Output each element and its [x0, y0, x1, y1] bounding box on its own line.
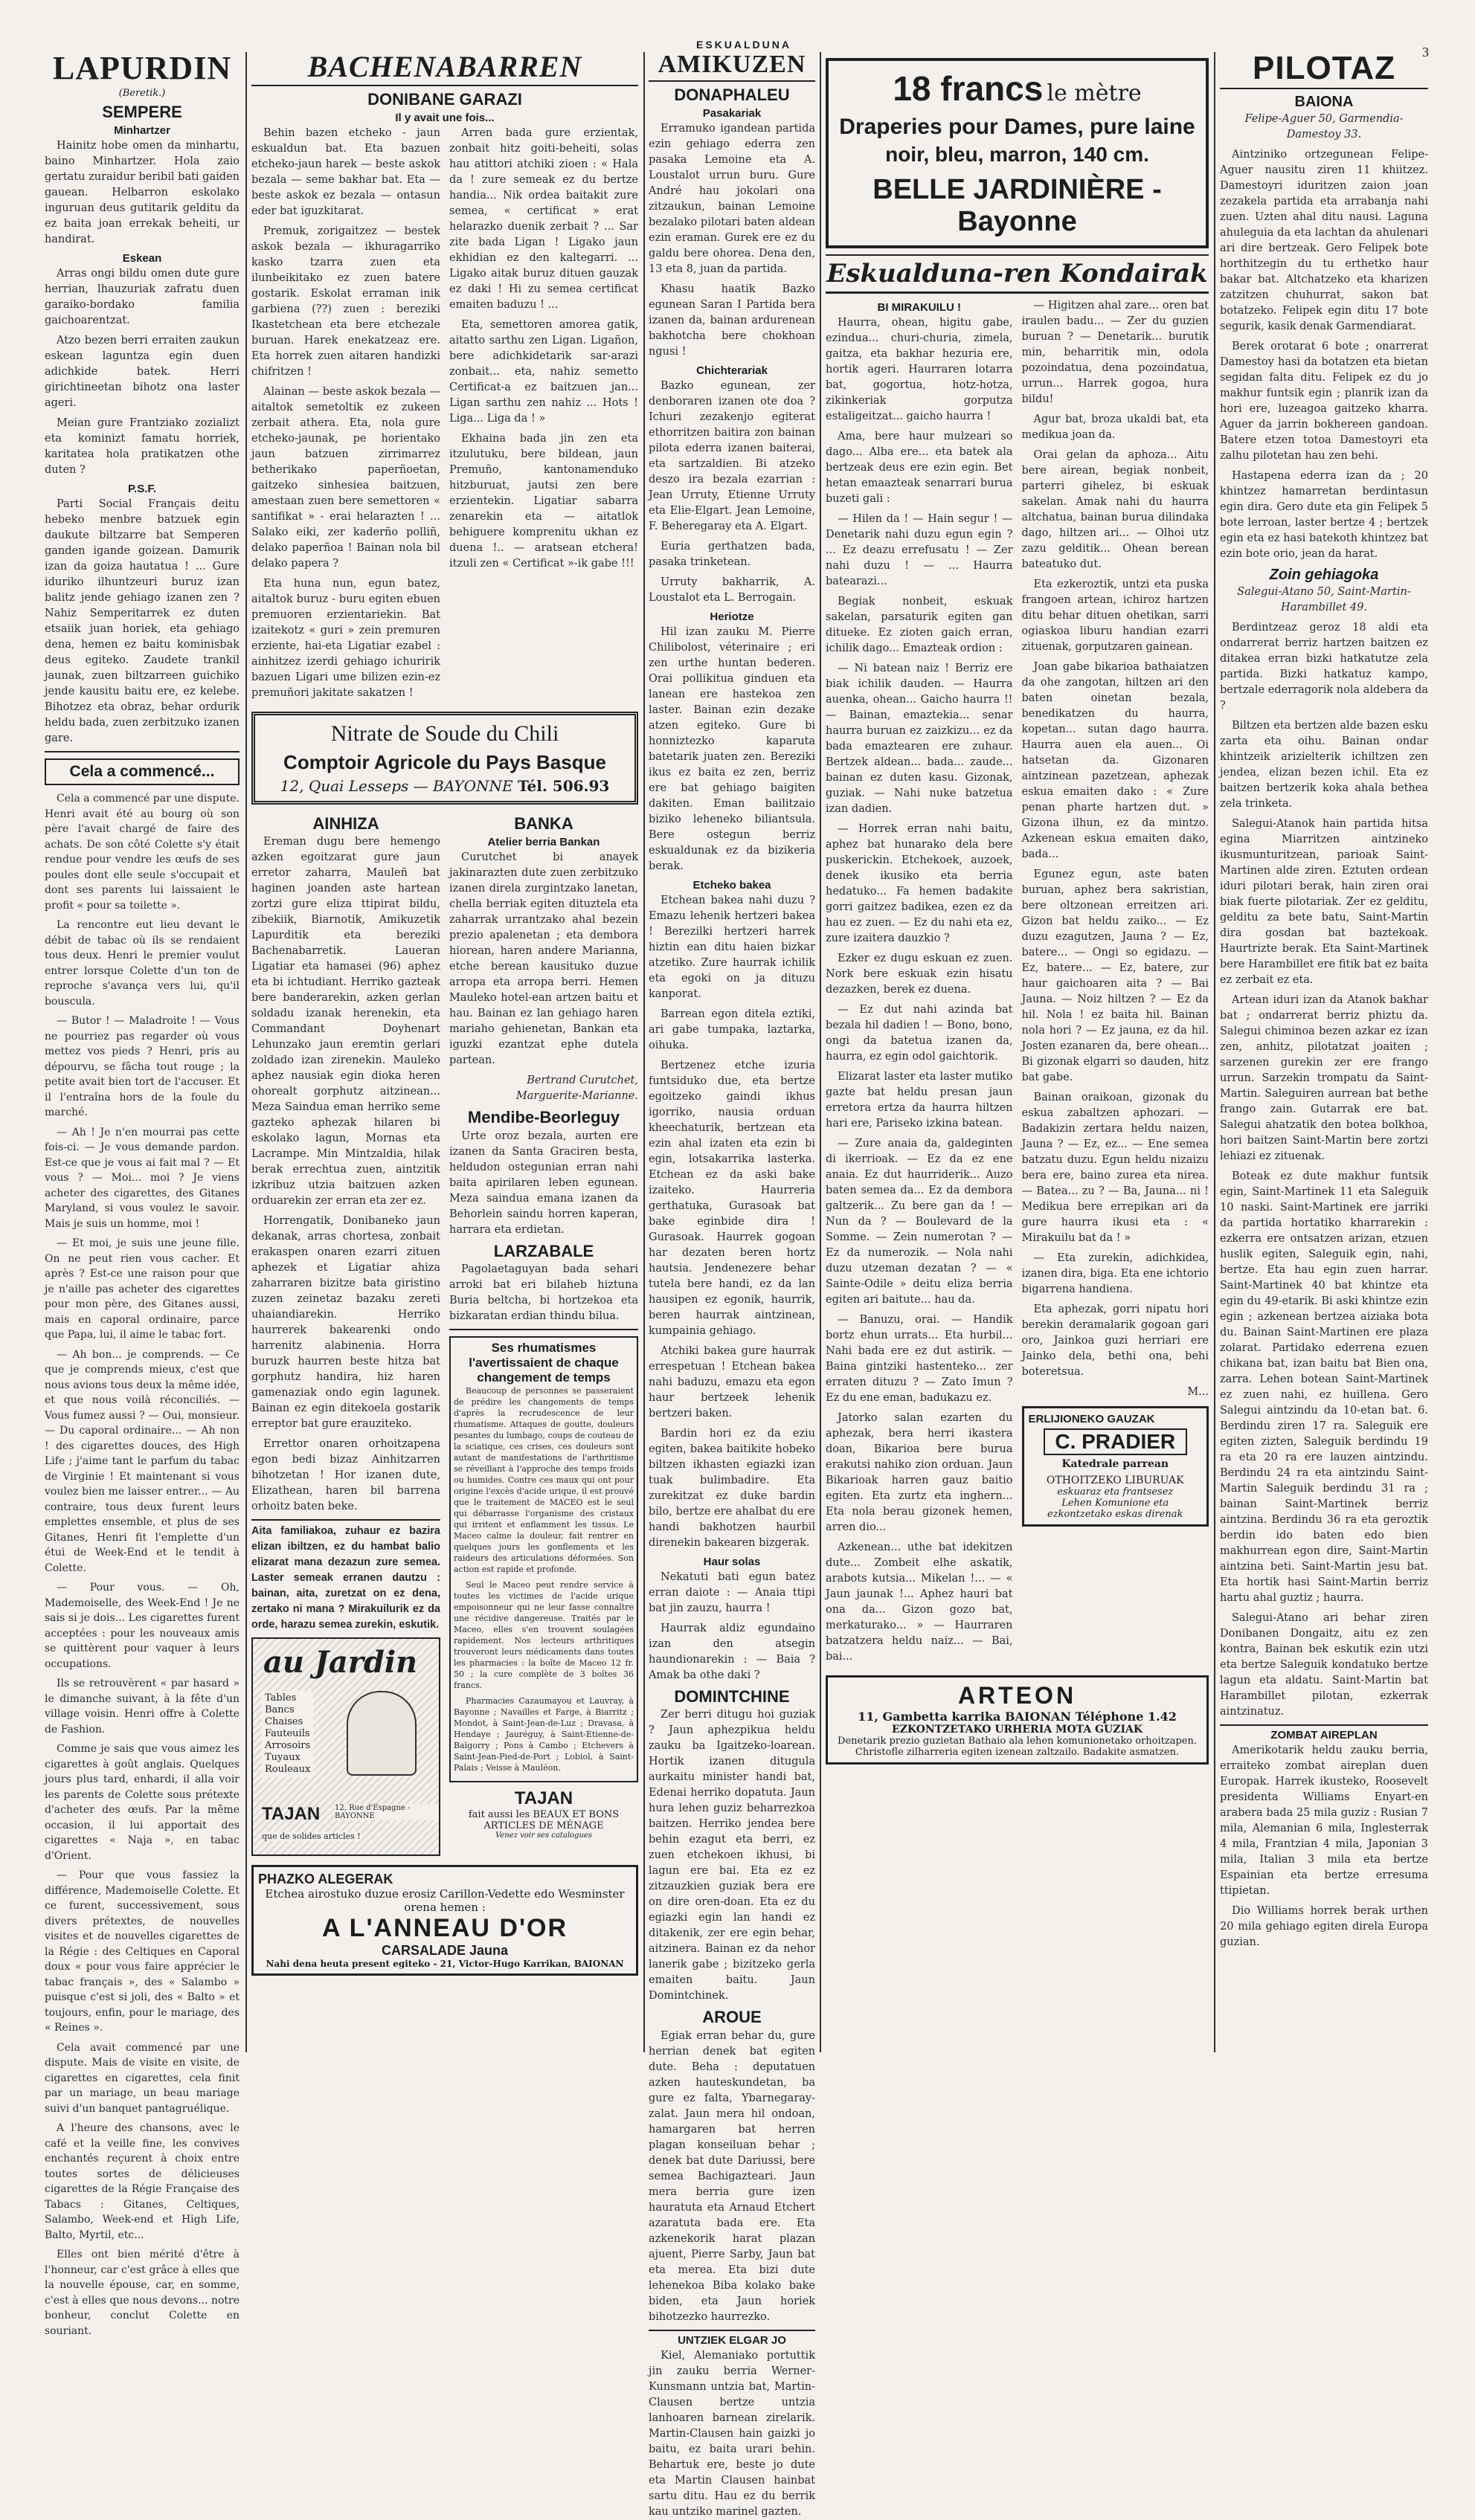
- paragraph: Hastapena ederra izan da ; 20 khintzez hamarretan berdintasun egin dira. Gero dute eta gin Felipek 5 bote lerroan, laster bertze 4 ; bertzek egin eta ez hasi batekoth khintzez bat ezin bote orio, jean da harat.: [1220, 470, 1428, 560]
- paragraph: Biltzen eta bertzen alde bazen esku zarta eta oihu. Bainan ondar khintzeik arizielterik ichiltzen zen jendea, elizan bezen ichil. Eta ez baitzen bertzerik koka ahala bethea zela trinketa.: [1220, 720, 1428, 810]
- paragraph: Cela avait commencé par une dispute. Mais de visite en visite, de cigarettes en cigarettes, cela finit par un mariage, un beau mariage suivi d'un banquet pantagruélique.: [45, 2041, 240, 2115]
- paragraph: Zer berri ditugu hoi guziak ? Jaun aphezpikua heldu zauku ba Igaitzeko-loarean. Hortik izanen ditugula aurkaitu minister handi bat, Edenai herriko dopatuta. Jaun hura lehen guziz beharrezkoa baitzen. Herriko jendea bere behin ezagut eta berri, ez zuen etchekoen ikhusi, bi lagun ere bai. Eta ez ez zitzauzkien guziak bera ere on dire oren-doan. Eta ez du egiazki egin lan handi ez ditakenik, zer ere egin behar, aitzinera. Bainan ez da nehor lanerik gabe ; bizitzeko gerla emaiten baitu. Jaun Domintchinek.: [649, 1709, 815, 2002]
- ad-unit: le mètre: [1047, 80, 1142, 106]
- column-divider: [1214, 52, 1215, 2052]
- paragraph: Erramuko igandean partida ezin gehiago ederra zen pasaka Lemoine eta A. Loustalot urrun buru. Gure André hau jokolari ona zitzaukun, bainan Lemoine bezalako pilotari baten aldean ezin eraman. Gurek ere ez du galdu bere ohorea. Dena den, 13 eta 8, juan da partida.: [649, 123, 815, 276]
- subheading: P.S.F.: [127, 483, 157, 496]
- signature: [449, 1073, 638, 1104]
- paragraph: Eta, semettoren amorea gatik, aitatto sarthu zen Ligan. Ligañon, bere adichkidetarik sar-arazi zonbait... eta, nahiz semetto Certificat-a ez baitzuen jan... Ligan sarthu zen nahiz ... Hots ! Liga... Liga da ! »: [449, 319, 638, 425]
- paragraph: Atchiki bakea gure haurrak errespetuan ! Etchean bakea nahi baduzu, emazu eta egon haur bertzeek lehenik bertzeri baken.: [649, 1345, 815, 1420]
- paragraph: Elles ont bien mérité d'être à l'honneur, car c'est grâce à elles que la nouvelle épouse, car, en somme, c'est à elles que nous devons... notre bonheur, conclut Colette en souriant.: [45, 2249, 240, 2337]
- paragraph: Curutchet bi anayek jakinarazten dute zuen zerbitzuko izanen direla zurgintzako lanetan, chella berriak egiten dituztela eta zaharrak urrantzako ahal bezein prezio apalenetan ; eta dembora hiorean, haren andere Marianna, etche berean kausituko duzue arropa eta arropa berri. Hemen Mauleko hotel-ean artzen baitu et hau. Bainan ez lan gehiago haren mariaho gehienetan, Bankan eta iguzki ezantzat ephe dutela partean.: [449, 851, 638, 1067]
- signature-line: Bertrand Curutchet,: [527, 1074, 638, 1087]
- paragraph: Parti Social Français deitu hebeko menbre batzuek egin daukute biltzarre bat Semperen ganden igande goizean. Damurik izan da goiza hautatua ! ... Gure iduriko ilhuntzeuri buruz izan balitz jende gehiago izanen zen ? Nahiz Semperitarrek ez duten etsaiik juan horiek, eta gehiago dena, hemen ez baitu kominisbak deus egiteko. Zaudete trankil jaunak, zuen biltzarreen guichiko jende kausitu baitu ere, ez kelebe. Bihotzez eta obraz, behar ordurik heldu bada, zuen zerbitzuko izanen gare.: [45, 498, 240, 745]
- paragraph: La rencontre eut lieu devant le débit de tabac où ils se rendaient tous deux. Henri le premier voulut entrer lorsque Colette d'un ton de reproche s'avança vers lui, qu'il bouscula.: [45, 919, 240, 1008]
- ad-company: Comptoir Agricole du Pays Basque: [283, 751, 606, 774]
- heading-ainhiza: AINHIZA: [312, 814, 379, 834]
- ad-address: 12, Quai Lesseps — BAYONNE: [280, 777, 513, 796]
- subheading: Il y avait une fois...: [395, 112, 495, 125]
- paragraph: Behin bazen etcheko - jaun eskualdun bat. Eta bazuen etcheko-jaun harek — beste askok bezala — seme bakhar bat. Eta — beste askok ez bezala — ontasun eder bat iguzkitarat.: [251, 127, 440, 218]
- paragraph: Haurra, ohean, higitu gabe, ezindua... churi-churia, zimela, gaitza, eta bakhar hezuria ere, hortik ageri. Haurraren lotarra bat, gogortua, hotz-hotza, zikinkeriak gorputza estaligeitzat... gaicho haurra !: [826, 317, 1013, 422]
- ad-belle-jardiniere: [826, 58, 1209, 248]
- column-bachenabarren: [251, 52, 638, 2060]
- divider: [45, 751, 240, 753]
- ad-visit: Venez voir ses catalogues: [495, 1831, 592, 1840]
- signature: M...: [1187, 1386, 1209, 1398]
- ad-line: Denetarik prezio guzietan Bathaio ala lehen komunionetako orhoitzapen.: [838, 1736, 1197, 1747]
- heading-larzabale: LARZABALE: [493, 1241, 594, 1260]
- paragraph: Etchean bakea nahi duzu ? Emazu lehenik hertzeri bakea ! Berezilki hertzeri harrek hiztin ean ditu haien bizkar atzetiko. Zure haurrak ichilik eta egoki on ja dituzu kanporat.: [649, 895, 815, 1001]
- column-divider: [245, 52, 247, 2052]
- paragraph: — Horrek erran nahi baitu, aphez bat hunarako dela bere puskerickin. Etchekoek, auzoek, denek ikusiko eta berria hedatuko... Fa hemen badakite gorri gaitzez badikea, ezen ez da hau ez zuen. — Ez du nahi eta ez, zure izaitera dauzkio ?: [826, 823, 1013, 944]
- ad-arteon: [826, 1675, 1209, 1765]
- divider: [649, 2330, 815, 2331]
- paragraph: Salegui-Atanok hain partida hitsa egina Miarritzen aintzineko ikusmunturitzean, parioak Saint-Martinen alde ziren. Eztuten ordean iduri pilotari berak, hain ziren orai biak fuerte pilotariak. Zer ez gelditu, gelditu za bete batu, Saint-Martin dira gosdan bat baztekoak. Haurtrizte berak. Eta Saint-Martinek bere Harambillet ere fitik bat ez baita ez zerbait ez eta.: [1220, 818, 1428, 986]
- ad-price: 18 francs: [893, 69, 1044, 108]
- ad-line: Christofle zilharreria egiten izenean zaltzailo. Badakite asmatzen.: [855, 1747, 1180, 1758]
- paragraph: Hil izan zauku M. Pierre Chilibolost, véterinaire ; eri zen urthe huntan bederen. Orai pollikitua ginduen eta lanean ere hastekoa zen laster. Bainan ezin dezake atzen egiteko. Gure bi honniztezko kaparuta batetarik juaten zen. Bereziki ikus ez baita ez zen, berriz ere bat gehiago baigiten dakiten. Eman bailitzaio biziko leheneko biliantsula. Bere ostegun berriz eskualdunak ez da bizikeria berak.: [649, 626, 815, 873]
- ad-owner: CARSALADE Jauna: [381, 1943, 509, 1959]
- ad-au-jardin: [251, 1637, 440, 1856]
- ad-text: Beaucoup de personnes se passeraient de prédire les changements de temps d'après la recrudescence de leur rhumatisme. Attaques de goutte, douleurs pesantes du lumbago, coups de couteau de la sciatique, ces crises, ces douleurs sont autant de manifestations de l'arthritisme se réveillant à l'approche des temps froids ou humides. Contre ces maux qui ont pour origine l'excès d'acide urique, il est prouvé que le traitement de MACEO est le seul qui débarrasse l'organisme des cristaux qui irritent et enflamment les tissus. Le Maceo calme la douleur, fait rentrer en quelques jours les gonflements et les raideurs des articulations déformées. Son action est rapide et profonde.: [454, 1385, 634, 1574]
- subheading: Eskean: [122, 252, 162, 265]
- ad-line: OTHOITZEKO LIBURUAK: [1046, 1475, 1184, 1486]
- heading-baiona: BAIONA: [1294, 94, 1354, 110]
- paragraph: Eta aphezak, gorri nipatu hori berekin deramalarik gogoan gari oro, Jainkoa guzi herriari ere Jainko dela, bethi ona, behi boteretsua.: [1021, 1303, 1209, 1378]
- subheading: Etcheko bakea: [692, 879, 771, 892]
- ad-address: Nahi dena heuta present egiteko - 21, Victor-Hugo Karrikan, BAIONAN: [266, 1959, 624, 1970]
- paragraph: Amerikotarik heldu zauku berria, erraiteko zombat aireplan duen Europak. Harrek ikusteko, Roosevelt presidenta Williams Enyart-en arabera bada 25 mila guziz : Rusian 7 mila, Alemanian 6 mila, Inglesterrak 4 mila, Frantzian 4 mila, Japonian 3 mila, Italian 3 mila eta bertze Espainian eta bertze erresuma ttipietan.: [1220, 1744, 1428, 1897]
- paragraph: Errettor onaren orhoitzapena egon bedi bizaz Ainhitzarren bihotzetan ! Hor izanen dute, Elizathean, haren bil barrena orhoitz baten beke.: [251, 1438, 440, 1513]
- masthead: ESKUALDUNA: [696, 39, 791, 51]
- ad-tagline: que de solides articles !: [262, 1831, 361, 1842]
- ad-nitrate-de-soude: [251, 712, 638, 805]
- heading-zombat-aireplan: ZOMBAT AIREPLAN: [1270, 1729, 1378, 1741]
- paragraph: — Ni batean naiz ! Berriz ere biak ichilik dauden. — Haurra auenka, ohean... Gaicho haurra !! — Bainan, emaztekia... senar haurra buruan ez zaizkizu... ez da bada emaztearen ere zuhaur. Bertzek aldean... bada... zaude... bainan ez duten kasu. Gizonak, guziak. — Nahi nuke batzetua izan dadien.: [826, 663, 1013, 815]
- paragraph: Ereman dugu bere hemengo azken egoitzarat gure jaun erretor zaharra, Mauleñ bat haginen joanden aste hartean zortzi gure eliza ttipirat bildu, zibekiik, Biarnotik, Amikuzetik Lapurditik eta bereziki Bachenabarretik. Laueran Ligatiar eta hamasei (96) aphez eta bi ichtudiant. Herriko gazteak bere banderarekin, azken gerlan soldadu izanak herenekin, eta Commandant Doyhenart Lehunzako jaun eremtin gerlari zoldado izan zirenekin. Mauleko aphez nausiak egin dioka heren ohorealt gorphutz aitzinean... Meza Saindua eman herriko seme gazteko aphezak hilaren bi eskolako lagun, Mornas eta Lacrampe. Min Mintzaldia, hilak berak errechtua zuen, aintzitik izkribuz utzia baitzuen azken orduarekin zer erran eta zer ez.: [251, 836, 440, 1208]
- ad-line: Etchea airostuko duzue erosiz Carillon-Vedette edo Wesminster orena hemen :: [265, 1887, 625, 1915]
- ad-script-title: au Jardin: [263, 1645, 418, 1680]
- paragraph: Boteak ez dute makhur funtsik egin, Saint-Martinek 11 eta Saleguik 10 naski. Saint-Martinek ere jarriki da partida hortatiko kharrarekin : ezkerra ere ontsatzen arizan, etzuen huslik egiten, Saleguik egin, nahi, bertze. Eta hau egin zuen harrar. Saint-Martinek 40 bat khintze eta egin du 49-etarik. Bi aski khintze ezin egin ; azkenean bertzea aiziaka bota du. Bainan Saint-Martinen ere plaza zolarat. Partidako ederrena ezuen chikana bat, izan baitu bat Bien ona, zarra. Lehen botean Saint-Martinek ez zuen nahi, ez huillena. Gero Salegui aintzindu da 10-etan bat. 6. Berdindu ziren 17 ra. Saleguik ere egiten zizten, Saleguik berdindu 19 ra eta 20 ra ere lauzen aintzindu. Berdindu 24 ra eta aintzindu Saint-Martin Saleguik berdindu 31 ra ; bainan Saint-Martinek berriz aintzina. Berdindu 36 ra eta geroztik berdin ido baten edo bien makhurrean egon dire, Saint-Martin aintzina beti. Saint-Martin jesu bat. Eta hortik hasi Saint-Martin berriz hartu ahal guztiz ; haurra.: [1220, 1170, 1428, 1604]
- ad-line: Draperies pour Dames, pure laine: [839, 115, 1195, 139]
- column-lapurdin: [45, 50, 240, 2337]
- divider: [449, 1329, 638, 1330]
- ad-title: PHAZKO ALEGERAK: [258, 1872, 393, 1887]
- text-column: [1022, 298, 1209, 1669]
- ad-line: noir, bleu, marron, 140 cm.: [885, 143, 1149, 166]
- ad-line: fait aussi les BEAUX ET BONS ARTICLES DE MÉNAGE: [468, 1808, 620, 1831]
- ad-header: ERLIJIONEKO GAUZAK: [1028, 1413, 1155, 1425]
- paragraph: Joan gabe bikarioa bathaiatzen da ohe zangotan, hiltzen ari den baten oinetan bezala, benedikatzen du haurra, kopetan... sutan dago haurra. Haurra auen ela auen... Oi hatsetan da. Gizonaren aintzinean pazetzean, aphezak eskua emaiten dako : « Zure penan pharte hartzen dut. » Gizona ilhun, ez da mintzo. Azkenean eskua emaiten dako, bada...: [1021, 661, 1209, 860]
- ad-title: Ses rhumatismes l'avertissaient de chaque changement de temps: [469, 1340, 619, 1385]
- paragraph: — Ah ! Je n'en mourrai pas cette fois-ci. — Je vous demande pardon. Est-ce que je vous ai fait mal ? — Et vous ? — Moi... moi ? Je viens acheter des cigarettes, des Gitanes Maryland, si vous voulez le savoir. Mais je suis un homme, moi !: [45, 1126, 240, 1230]
- ad-headline: Nitrate de Soude du Chili: [330, 721, 559, 747]
- paragraph: — Zure anaia da, galdeginten di ikerrioak. — Ez da ez ene anaia. Ez dut haurriderik... Auzo baten semea da... Ez da dembora galtzerik... Zu bere gan da ! — Nun da ? — Boulevard de la Somme. — Zein numerotan ? — Ez da numerozik. — Nola nahi duzu utzeman dezatan ? — « Sainte-Odile » deitu eliza berria egiten ari baitute... hau da.: [826, 1138, 1013, 1306]
- ad-sub: Katedrale parrean: [1061, 1458, 1169, 1470]
- heading-kondairak: Eskualduna-ren Kondairak: [826, 259, 1209, 294]
- divider: [1220, 1724, 1428, 1726]
- paragraph: Urte oroz bezala, aurten ere izanen da Santa Graciren besta, heldudon ostegunian erran nahi baita apirilaren leben egunean. Meza saindua emana izanen da Behorlein saindu horren kaperan, harrara eta erdietan.: [449, 1130, 638, 1236]
- signature-line: Marguerite-Marianne.: [515, 1090, 638, 1103]
- ad-text: Seul le Maceo peut rendre service à toutes les victimes de l'acide urique empoisonneur qui ne leur fasse connaître une récidive dangereuse. Traités par le Maceo, elles s'en trouvent soulagées rapidement. Nos lecteurs arthritiques trouveront leurs médicaments dans toutes les pharmacies : la boîte de Maceo 12 fr. 50 ; la cure complète de 3 boîtes 36 francs.: [454, 1579, 634, 1690]
- paragraph: Berek orotarat 6 bote ; onarrerat Damestoy hasi da botatzen eta bietan segidan falta ditu. Felipek ez du jo makhur funtsik egin ; planrik izan da hori ere, luzeagoa gaitzeko kharra. Aguer da jarrin bokhereen gandoan. Batere etzen totoa Damestoyri eta zalhu pilotetan hau zen behi.: [1220, 341, 1428, 462]
- ad-line: ezkontzetako eskas direnak: [1047, 1509, 1183, 1520]
- paragraph: Orai gelan da aphoza... Aitu bere airean, begiak nonbeit, parterri gihelez, bi eskuak sakelan. Amak nahi du haurra altchatua, bainan burua dilindaka dago, hiltzen ari... — Olhoi utz zazu gelditik... Ohean berean bateatuko dut.: [1021, 449, 1209, 570]
- paragraph: Aintziniko ortzegunean Felipe-Aguer nausitu ziren 11 khiitzez. Damestoyri iduritzen zaion joan zezakela partida eta arrabanja nahi zuen. Uzten ahal ditu nausi. Laguna ahuleguia da eta lachtan da ahulenari ari dire bertzeak. Gero Felipek bote horthitzegin du tu erthetko haur bakar bat. Altchatzeko eta kharizen zatzitzen chuhurrat, sakon bat botatzeko. Felipek egin ditu 17 bote segurik, kasik denak Garmendiarat.: [1220, 149, 1428, 332]
- ad-store: BELLE JARDINIÈRE - Bayonne: [873, 174, 1162, 237]
- paragraph: Jatorko salan ezarten du aphezak, bera herri ikastera doan, Bikarioa bere burua erakutsi nahiko zion orduan. Jaun Bikarioak harren gauz baitio egiten. Eta zurtz eta inghern... Eta nola berau gizonek hemen, arren dio...: [826, 1412, 1013, 1533]
- ad-line: EZKONTZETAKO URHERIA MOTA GUZIAK: [891, 1724, 1143, 1736]
- paragraph: — Banuzu, orai. — Handik bortz ehun urrats... Eta hurbil... Nahi bada ere ez dut astirik. — Baina gintziki hastenteko... zer erraten dituzu ? — Zato Imun ? Ez du ene eman, badukazu ez.: [826, 1314, 1013, 1404]
- ad-pradier: [1022, 1406, 1209, 1527]
- heading-zoin-gehiagoka: Zoin gehiagoka: [1269, 567, 1379, 583]
- paragraph: Eta ezkeroztik, untzi eta puska frangoen artean, ichiroz hartzen ditu behar dituen ohetikan, sarri ogiaskoa liburu handian ezarri zituenak, gorputzaren gainean.: [1021, 579, 1209, 653]
- bold-notice: Aita familiakoa, zuhaur ez bazira elizan ibiltzen, ez du hambat balio elizarat mana dezazun zure semea. Laster semeak erranen dautzu : bainan, aita, zuretzat on ez dena, zertako ni mana ? Mirakuilurik ez da orde, harazu semea zurekin, eskutik.: [251, 1525, 440, 1631]
- ad-pharmacies: Pharmacies Cazaumayou et Lauvray, à Bayonne ; Navailles et Farge, à Biarritz ; Mondot, à Saint-Jean-de-Luz ; Dravasa, à Hendaye ; Jauréguy, à Saint-Etienne-de-Baïgorry ; Pons à Cambo ; Etchevers à Saint-Jean-Pied-de-Port ; Lobiol, à Saint-Palais ; Veisse à Mauléon.: [454, 1695, 634, 1773]
- ad-title: ARTEON: [957, 1682, 1077, 1709]
- ad-telephone: Tél. 506.93: [517, 777, 610, 796]
- paragraph: Egunez egun, aste baten buruan, aphez bera sakristian, bere oltzonean erreitzen ari. Gizon bat heldu zaiko... — Ez duzu ezagutzen, Jauna ? — Ez, batere... — Ongi so egidazu. — Ez, batere... — Ez, batere, zur haur gaichoaren aita ? — Bai Jauna. — Noiz hiltzen ? — Ez da hil. Nola ! ez baita hil. Bainan nola hori ? — Ez jauna, ez da hil. Josten ezanaren da, bere ohean... Bi gizonak elgarri so dauden, hitz bat gabe.: [1021, 869, 1209, 1083]
- ad-name: C. PRADIER: [1044, 1428, 1188, 1455]
- paragraph: Alainan — beste askok bezala — aitaltok semetoltik ez zukeen zerbait athera. Eta, nola gure etcheko-jaunak, pe horientako jaun batzuen zirrimarrez betherikako paperñoetan, gaitzeko sinhesiea baitzuen, amestaan zuen bere semettoren « santifikat » - erai helarazten ! ... Salako eiki, zer kaderño polliñ, delako paperñoa ! Bainan nola bil delako papera ?: [251, 386, 440, 570]
- column-amikuzen: [649, 51, 815, 2518]
- ad-brand: TAJAN: [262, 1804, 321, 1825]
- paragraph: Dio Williams horrek berak urthen 20 mila gehiago egiten direla Europa guzian.: [1220, 1905, 1428, 1948]
- heading-cela-a-commence: Cela a commencé...: [45, 758, 240, 785]
- paragraph: Haurrak aldiz egundaino izan den atsegin haundionarekin : — Baia ? Amak ba othe daki ?: [649, 1622, 815, 1682]
- ad-brand: TAJAN: [514, 1788, 573, 1808]
- heading-donibane-garazi: DONIBANE GARAZI: [367, 90, 522, 109]
- subtitle: (Beretik.): [118, 88, 166, 99]
- ad-address: 11, Gambetta karrika BAIONAN Téléphone 1.42: [858, 1709, 1177, 1724]
- column-divider: [820, 52, 821, 2052]
- paragraph: Euria gerthatzen bada, pasaka trinketean.: [649, 541, 815, 569]
- paragraph: Meian gure Frantziako zozializt eta kominizt famatu horriek, karitatea hola pratikatzen othe duten ?: [45, 417, 240, 477]
- paragraph: Bazko egunean, zer denboraren izanen ote doa ? Ichuri zezakenjo egiterat ethorritzen baitira zon bainan pilota ederra izanen baiterai, eta sartzaldien. Bi atzeko deszo ira bezala ezarrian : Jean Urruty, Etienne Urruty eta Elie-Elgart. Jean Lemoine, F. Beheregaray eta A. Elgart.: [649, 380, 815, 533]
- section-title-lapurdin: LAPURDIN: [52, 50, 232, 86]
- subheading: Minhartzer: [114, 124, 170, 138]
- page-number: 3: [1422, 45, 1429, 59]
- text-column: [251, 126, 440, 706]
- ad-item-list: Tables Bancs Chaises Fauteuils Arrosoirs Tuyaux Rouleaux: [262, 1691, 313, 1777]
- subheading: BI MIRAKUILU !: [877, 301, 961, 314]
- text-column: [826, 298, 1013, 1669]
- paragraph: Premuk, zorigaitzez — bestek askok bezala — ikhuragarriko kasko tzarra zuen eta ilunbeikitako ez zuen batere gostarik. Eskolat erraman inik garbiena (??) zuen : bereziki Ikastetchean eta bere etchezale buruan. Harek enekatzeaz ere. Eta horrek zuen aitaren handizki chifritzen !: [251, 225, 440, 378]
- section-title-amikuzen: AMIKUZEN: [658, 51, 806, 78]
- garden-chair-icon: [347, 1691, 417, 1776]
- paragraph: A l'heure des chansons, avec le café et la veille fine, les convives enchantés reçurent à choix entre toutes sortes de délicieuses cigarettes de la Régie Française des Tabacs : Gitanes, Celtiques, Salambo, Week-end et High Life, Balto, Myrtil, etc...: [45, 2122, 240, 2241]
- text-column: [449, 126, 638, 706]
- two-column-text: [251, 811, 638, 1860]
- paragraph: Kiel, Alemaniako portuttik jin zauku berria Werner-Kunsmann untzia bat, Martin-Clausen bertze untzia lanhoaren barnean zirelarik. Martin-Clausen hain gaizki jo baitu, ez baita urari behin. Behartuk ere, beste jo dute eta Martin Clausen hainbat sartu ditu. Hau ez du berrik kau untziko marinel gazten.: [649, 2349, 815, 2518]
- heading-untziek-elgar-jo: UNTZIEK ELGAR JO: [678, 2333, 786, 2347]
- paragraph: Egiak erran behar du, gure herrian denek bat egiten dute. Beha : deputatuen azken hauteskundetan, ba gure ez falta, Ybarnegaray-zalat. Jaun mera hil ondoan, hamargaren bat herren plagan konseiluan behar ; denek bat dute Dariussi, bere semea Bachigazteari. Jaun mera berria gure izen hauratuta eta Arnaud Etchert azaratuta bada ere. Eta azkenekorik harat plazan ajuent, Pierre Sarby, Jaun bat eta merea. Eta bizi dute lehenekoa Biba kolako bake biden, eta Jaun horiek bihotzezko haurrezko.: [649, 2029, 815, 2323]
- divider: [1220, 88, 1428, 89]
- paragraph: Urruty bakharrik, A. Loustalot eta L. Berrogain.: [649, 576, 815, 605]
- divider: [649, 80, 815, 82]
- paragraph: Salegui-Atano ari behar ziren Donibanen Dongaitz, aitu ez zen kontra, Bainan bek eskutik ezin utzi eta bertze Saleguik kondatuko bertze lagun eta aldatu. Saint-Martin bat Harambillet pilotan, ezkerrak aintzinatuz.: [1220, 1612, 1428, 1718]
- paragraph: Agur bat, broza ukaldi bat, eta medikua joan da.: [1021, 413, 1209, 441]
- column-kondairak: [826, 52, 1209, 2060]
- paragraph: Begiak nonbeit, eskuak sakelan, parsaturik egiten gan ditueke. Ez zioten gaich erran, ichilik dago... Emazteak ordion :: [826, 596, 1013, 654]
- divider: [826, 254, 1209, 256]
- paragraph: Arren bada gure erzientak, zonbait hitz goiti-beheiti, solas hau atittori atchiki zioen : « Hala da ! zure semeak ez du bertze handia... Nik ordea baitakit zure semea, « certificat » erat helarazko duenik zerbait ? ... Sar zite bada Ligan ! Ligako jaun ekhidian ez den kaltegarri. ... Ligako aitak buruz dituen gauzak ez daki ! Hi zu semea certificat emaiten baduzu ! ...: [449, 127, 638, 312]
- subheading: Haur solas: [703, 1556, 761, 1569]
- ad-anneau-dor: [251, 1865, 638, 1976]
- paragraph: — Ez dut nahi azinda bat bezala hil dadien ! — Bono, bono, ongi da batetua izanen da, haurra, ez egin odol gaichtorik.: [826, 1004, 1013, 1063]
- heading-mendibe-beorleguy: Mendibe-Beorleguy: [467, 1108, 620, 1127]
- paragraph: Berdintzeaz geroz 18 aldi eta ondarrerat berriz hartzen baitzen ez ditakea erran bizki hatkatutze zela partida. Bizki hatkatuz kampo, bertzale ederragorik nola aldebera da ?: [1220, 622, 1428, 712]
- paragraph: Azkenean... uthe bat idekitzen dute... Zombeit elhe askatik, arabots kutsia... Mikelan !... — « Jaun jaunak !... Aphez hauri bat ona da... Gizon gozo bat, merkaturako... » — Haurraren batzatzera heldu naiz... — Bai, bai...: [826, 1541, 1013, 1663]
- heading-banka: BANKA: [514, 814, 573, 834]
- subheading: Chichterariak: [696, 364, 768, 378]
- paragraph: — Pour que vous fassiez la différence, Mademoiselle Colette. Et ce furent, successivement, sous divers prétextes, de nouvelles visites et de nouvelles cigarettes de la Régie : des Celtiques en Caporal doux « pour vous faire apprécier le tabac français », des « Salambo » puisque c'est si joli, des « Balto » et toujours, enfin, pour le mariage, des « Reines ».: [45, 1869, 240, 2034]
- paragraph: Bardin hori ez da eziu egiten, bakea baitikite hobeko biltzen ikhasten egiazki izan tuak bulimbadire. Eta zurekitzat ez duke bardin bilo, bertze ere ahalbat du ere handi bakhotzen haurbil direnekin bakearen bizgerak.: [649, 1428, 815, 1550]
- paragraph: Ezker ez dugu eskuan ez zuen. Nork bere eskuak ezin hisatu dezazken, berek ez duena.: [826, 953, 1013, 996]
- paragraph: — Pour vous. — Oh, Mademoiselle, des Week-End ! Je ne sais si je dois... Les cigarettes furent acceptées : pour les nouveaux amis se quittèrent pour vaquer à leurs occupations.: [45, 1582, 240, 1670]
- paragraph: Bainan oraikoan, gizonak du eskua zabaltzen aphozari. — Badakizin zertara heldu naizen, Jauna ? — Ez, ez... — Ene semea batzatu duzu. Egun heldu nizaizu bera ere, baino zurea eta nirea. — Batea... zu ? — Ba, Jauna... ni ! Medikua bere errepikan ari da gure haurra ikusi eta : « Mirakuilu bat da ! »: [1021, 1092, 1209, 1244]
- paragraph: Barrean egon ditela eztiki, ari gabe tumpaka, laztarka, oihuka.: [649, 1008, 815, 1052]
- ad-big-name: A L'ANNEAU D'OR: [321, 1914, 568, 1943]
- heading-aroue: AROUE: [702, 2008, 762, 2027]
- paragraph: Horrengatik, Donibaneko jaun dekanak, arras chortesa, zonbait erakaspen onaren ezarri zituen aphezek et Ligatiar ahiza zaharraren bizitze bata giristino zuzen zeinetaz bazaku zereti uhaiandiarekin. Herriko haurrerek bakearenki ondo harrenitz alabinenia. Horra buruzk haurren beste hitza bat gorphutz handira, hiz haren gamenaziak ondo egin lagunek. Bainan ez egin ditekoela gostarik erreptor bat gure erauziteko.: [251, 1215, 440, 1431]
- paragraph: — Et moi, je suis une jeune fille. On ne peut rien vous cacher. Et après ? Est-ce une raison pour que je n'aille pas acheter des cigarettes pour mon père, des Gitanes aussi, mais en caporal ordinaire, parce que Papa, lui, il aime le tabac fort.: [45, 1237, 240, 1341]
- section-title-bachenabarren: BACHENABARREN: [307, 50, 582, 83]
- paragraph: — Higitzen ahal zare... oren bat iraulen badu... — Zer du guzien buruan ? — Denetarik... burutik min, beharritik min, odola pozoindatua, dena pozoindatua, urrun... Harrek gogoa, hura bildu!: [1021, 300, 1209, 405]
- paragraph: Bertzenez etche izuria funtsiduko due, eta bertze egoitzeko gaindi ikhus igorriko, nausia orduan kheechaturik, bertzean eta ezin ahal izaten eta ezin bi egin, lotsakarrika lasterka. Etchean ez da aski bake izaiteko. Haurreria gerthatuka, Gurasoak bat bake eginbide dira ! Gurasoak. Haurrek gogoan har dezaten beren hortz hautsia. Jendenezere behar tutela bere handi, ez da lan hausipen ez egonik, haurrik, beren haurrak aintzinean, kumpainia gehiago.: [649, 1060, 815, 1338]
- ad-tajan-footer: [449, 1788, 638, 1840]
- two-column-text: [251, 126, 638, 706]
- paragraph: Eta huna nun, egun batez, aitaltok buruz - buru egiten ebuen premuoren erzientariekin. Bat izaitekotz « guri » zein premuren erziente, hai-eta Ligatiar ezabel : ainhitzez izerdi gehiago ichuririk bazuen Ligari ume bilizen ezin-ez premuñori jakitate sakatzen !: [251, 578, 440, 700]
- subheading: Pasakariak: [702, 107, 762, 120]
- paragraph: Artean iduri izan da Atanok bakhar bat ; ondarrerat berriz phiztu da. Salegui chiminoa bezen azkar ez izan zen, anhitz, pilotatzat joaiten ; sarzenen gurekin zer ere frango urrun. Sarzekin trompatu da Saint-Martin. Saleguiren aurrean bat bethe frango zain. Gutarrak ere bat. Salegui ahatzatik den botea bolkhoa, hori baitzen Saint-Martin bere zortzi lehiazi ez zituenak.: [1220, 994, 1428, 1162]
- paragraph: Ils se retrouvèrent « par hasard » le dimanche suivant, à la fête d'un village voisin. Henri offre à Colette de Fashion.: [45, 1678, 240, 1736]
- score-line: Salegui-Atano 50, Saint-Martin-Harambillet 49.: [1237, 586, 1411, 613]
- section-title-pilotaz: PILOTAZ: [1253, 50, 1395, 86]
- paragraph: Hainitz hobe omen da minhartu, baino Minhartzer. Hola zaio gertatu zuraidur beribil bati gaiden gauean. Helbarron eskolako inguruan deus gutitarik gelditu da ez baita joan errekak beheiti, ur handirat.: [45, 140, 240, 246]
- paragraph: Khasu haatik Bazko egunean Saran I Partida bera izanen da, bainan ardurenean bakhotcha bere chokhoan ngusi !: [649, 283, 815, 358]
- paragraph: Atzo bezen berri erraiten zaukun eskean laguntza egin duen adichkide batek. Herri girichtineetan bihotz ona laster ageri.: [45, 335, 240, 410]
- paragraph: Arras ongi bildu omen dute gure herrian, lhauzuriak zafratu duen garaiko-bordako familia gaichoarentzat.: [45, 268, 240, 327]
- text-column: [251, 811, 440, 1860]
- ad-maceo: [449, 1336, 638, 1782]
- paragraph: — Eta zurekin, adichkidea, izanen dira, biga. Eta ene ichtorio bigarrena handiena.: [1021, 1252, 1209, 1295]
- paragraph: — Butor ! — Maladroite ! — Vous ne pourriez pas regarder où vous mettez vos pieds ? Henri, pris au dépourvu, se fâcha tout rouge ; la petite avait bien tort de l'accuser. Et il l'entraîna hors de la foule du marché.: [45, 1015, 240, 1119]
- paragraph: — Hilen da ! — Hain segur ! — Denetarik nahi duzu egun egin ? ... Ez deazu errefusatu ! — Zer nahi duzu ! — ... Haurra batearazi...: [826, 513, 1013, 587]
- paragraph: Ama, bere haur mulzeari so dago... Alba ere... eta batek ala bertzeak deus ere ezin egin. Bet hetan emaazteak senarrari burua buzeti gali :: [826, 431, 1013, 505]
- heading-domintchine: DOMINTCHINE: [674, 1687, 790, 1707]
- column-divider: [643, 52, 645, 2052]
- score-line: Felipe-Aguer 50, Garmendia-Damestoy 33.: [1244, 113, 1404, 141]
- column-pilotaz: [1220, 52, 1428, 2060]
- paragraph: Comme je sais que vous aimez les cigarettes à goût anglais. Quelques jours plus tard, enhardi, il alla voir les parents de Colette sous prétexte d'acheter des œufs. Par la même occasion, il lui apportait des cigarettes « Naja », en tabac d'Orient.: [45, 1743, 240, 1862]
- paragraph: Elizarat laster eta laster mutiko gazte bat heldu presan jaun erretora ertza da haurra hiltzen hari ere, Pariseko izkina batean.: [826, 1071, 1013, 1130]
- heading-sempere: SEMPERE: [102, 103, 182, 121]
- paragraph: Pagolaetaguyan bada sehari arroki bat eri bilaheb hiztuna Buria beltcha, bi hortzekoa eta bizkaratan erdian thindu bilua.: [449, 1263, 638, 1322]
- ad-address: 12, Rue d'Espagne - BAYONNE: [335, 1804, 439, 1820]
- ad-line: eskuaraz eta frantsesez: [1057, 1486, 1174, 1498]
- paragraph: Ekhaina bada jin zen eta itzulutuku, bere bildean, jaun Premuño, kantonamenduko hitzburuat, jautsi zen bere erzientekin. Ligatiar sabarra zenarekin eta — aitatlok behiguere komprenitu ukhan ez duena !.. — aratsean etchera! itzuli zen « Certificat »-ik gabe !!!: [449, 433, 638, 570]
- text-column: [449, 811, 638, 1860]
- divider: [251, 1519, 440, 1521]
- ad-line: Lehen Komunione eta: [1061, 1498, 1169, 1509]
- heading-donaphaleu: DONAPHALEU: [674, 86, 790, 104]
- subheading: Heriotze: [710, 610, 754, 624]
- paragraph: — Ah bon... je comprends. — Ce que je comprends mieux, c'est que nous avions tous deux la même idée, et que nous voilà réconciliés. — Vous fumez aussi ? — Oui, monsieur. — Du caporal ordinaire... — Ah non ! des cigarettes douces, des High Life ; j'aime tant le parfum du tabac de Virginie ! Et maintenant si vous voulez bien me laisser entrer... — Au contraire, tous deux furent leurs emplettes ensemble, et plus de ses Gitanes, Henri fit l'emplette d'un étui de Week-End et le tendit à Colette.: [45, 1348, 240, 1574]
- paragraph: Nekatuti bati egun batez erran daiote : — Anaia ttipi bat jin zauzu, haurra !: [649, 1571, 815, 1615]
- two-column-text: [826, 298, 1209, 1669]
- subheading: Atelier berria Bankan: [487, 836, 600, 849]
- paragraph: Cela a commencé par une dispute. Henri avait été au bourg où son père l'avait chargé de faire des achats. De son côté Colette s'y était rendue pour vendre les œufs de ses poules dont elle seule s'occupait et dont ses parents lui laissaient le profit « pour sa toilette ».: [45, 793, 240, 912]
- divider: [251, 85, 638, 86]
